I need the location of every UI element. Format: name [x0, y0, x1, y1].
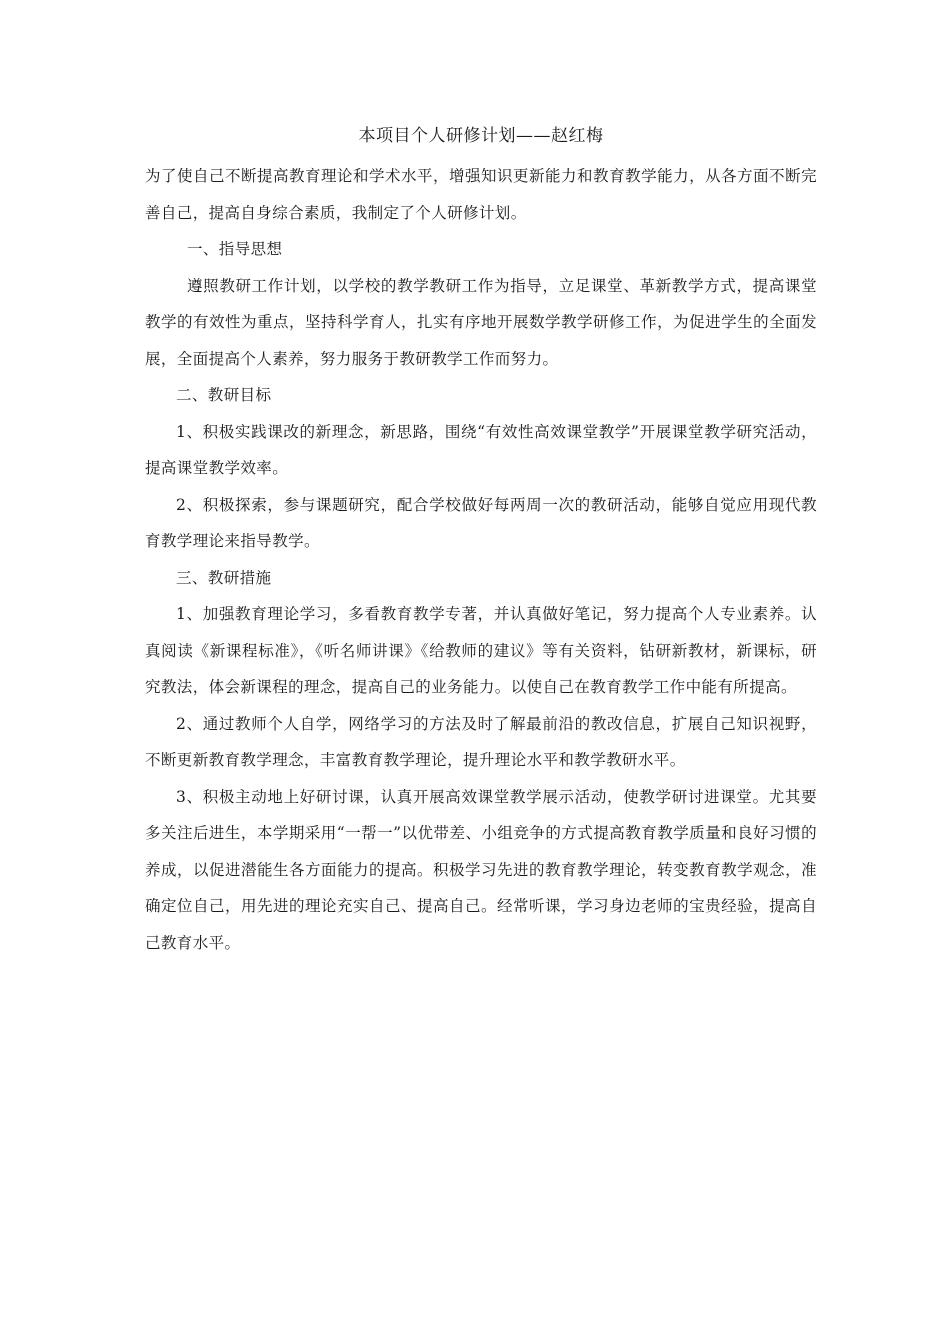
- section-heading-research-measures: 三、教研措施: [176, 568, 272, 587]
- section-paragraph: 3、积极主动地上好研讨课，认真开展高效课堂教学展示活动，使教学研讨进课堂。尤其要多关注后进生，本学期采用“一帮一”以优带差、小组竞争的方式提高教育教学质量和良好习惯的养成，以促进潜能生各方面能力的提高。积极学习先进的教育教学理论，转变教育教学观念，准确定位自己，用先进的理论充实自己、提高自己。经常听课，学习身边老师的宝贵经验，提高自己教育水平。: [145, 787, 817, 952]
- document-title: 本项目个人研修计划——赵红梅: [358, 126, 604, 146]
- section-paragraph: 2、通过教师个人自学，网络学习的方法及时了解最前沿的教改信息，扩展自己知识视野，不断更新教育教学理念，丰富教育教学理论，提升理论水平和教学教研水平。: [145, 714, 817, 769]
- document-page: [145, 118, 817, 961]
- intro-paragraph: 为了使自己不断提高教育理论和学术水平，增强知识更新能力和教育教学能力，从各方面不断完善自己，提高自身综合素质，我制定了个人研修计划。: [145, 167, 817, 222]
- section-paragraph: 1、积极实践课改的新理念，新思路，围绕“有效性高效课堂教学”开展课堂教学研究活动，提高课堂教学效率。: [145, 422, 817, 477]
- section-heading-guiding-ideology: 一、指导思想: [187, 240, 283, 258]
- section-paragraph: 1、加强教育理论学习，多看教育教学专著，并认真做好笔记，努力提高个人专业素养。认真阅读《新课程标准》，《听名师讲课》《给教师的建议》等有关资料，钻研新教材，新课标，研究教法，体会新课程的理念，提高自己的业务能力。以使自己在教育教学工作中能有所提高。: [145, 605, 817, 696]
- section-paragraph: 遵照教研工作计划，以学校的教学教研工作为指导，立足课堂、革新教学方式，提高课堂教学的有效性为重点，坚持科学育人，扎实有序地开展数学教学研修工作，为促进学生的全面发展，全面提高个人素养，努力服务于教研教学工作而努力。: [145, 276, 817, 368]
- section-paragraph: 2、积极探索，参与课题研究，配合学校做好每两周一次的教研活动，能够自觉应用现代教育教学理论来指导教学。: [145, 495, 817, 550]
- section-heading-research-goals: 二、教研目标: [176, 386, 272, 404]
